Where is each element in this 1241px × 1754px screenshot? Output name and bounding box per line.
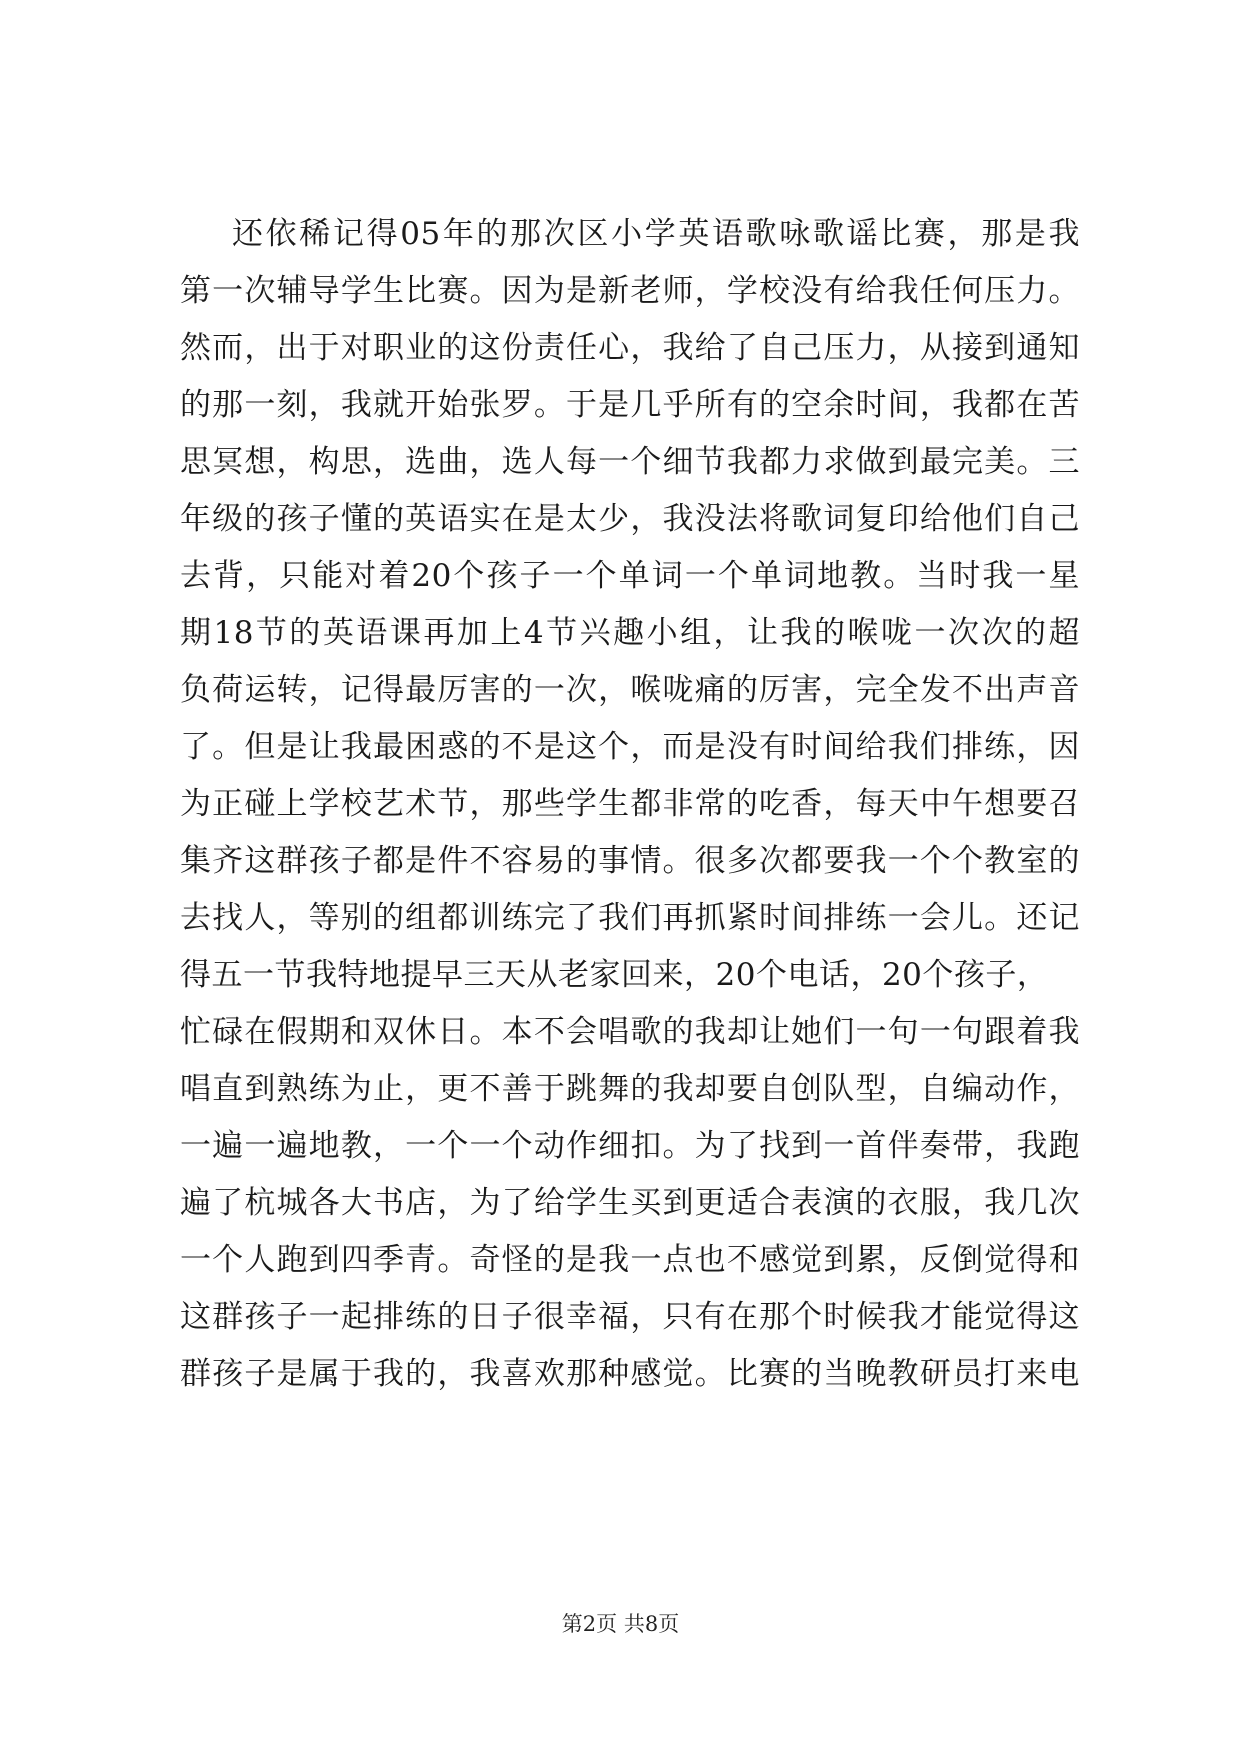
text-line: 得五一节我特地提早三天从老家回来，20个电话，20个孩子， [180, 957, 1049, 993]
page-footer: 第2页 共8页 [561, 1612, 680, 1636]
text-line: 的那一刻，我就开始张罗。于是几乎所有的空余时间，我都在苦 [180, 387, 1080, 423]
text-line: 为正碰上学校艺术节，那些学生都非常的吃香，每天中午想要召 [180, 786, 1080, 822]
body-paragraph [180, 206, 1080, 1403]
text-line: 唱直到熟练为止，更不善于跳舞的我却要自创队型，自编动作， [180, 1071, 1080, 1107]
text-line: 去找人，等别的组都训练完了我们再抓紧时间排练一会儿。还记 [180, 900, 1080, 936]
text-line: 去背，只能对着20个孩子一个单词一个单词地教。当时我一星 [180, 558, 1080, 594]
text-line: 忙碌在假期和双休日。本不会唱歌的我却让她们一句一句跟着我 [180, 1014, 1080, 1050]
text-line: 遍了杭城各大书店，为了给学生买到更适合表演的衣服，我几次 [180, 1185, 1080, 1221]
text-line: 年级的孩子懂的英语实在是太少，我没法将歌词复印给他们自己 [180, 501, 1080, 537]
text-line: 集齐这群孩子都是件不容易的事情。很多次都要我一个个教室的 [180, 843, 1080, 879]
text-line: 第一次辅导学生比赛。因为是新老师，学校没有给我任何压力。 [180, 273, 1080, 309]
text-line: 群孩子是属于我的，我喜欢那种感觉。比赛的当晚教研员打来电 [180, 1356, 1080, 1392]
text-line: 一个人跑到四季青。奇怪的是我一点也不感觉到累，反倒觉得和 [180, 1242, 1080, 1278]
text-line: 还依稀记得05年的那次区小学英语歌咏歌谣比赛，那是我 [232, 216, 1080, 252]
text-line: 然而，出于对职业的这份责任心，我给了自己压力，从接到通知 [180, 330, 1080, 366]
text-line: 这群孩子一起排练的日子很幸福，只有在那个时候我才能觉得这 [180, 1299, 1080, 1335]
text-line: 负荷运转，记得最厉害的一次，喉咙痛的厉害，完全发不出声音 [180, 672, 1080, 708]
text-line: 一遍一遍地教，一个一个动作细扣。为了找到一首伴奏带，我跑 [180, 1128, 1080, 1164]
text-line: 思冥想，构思，选曲，选人每一个细节我都力求做到最完美。三 [180, 444, 1080, 480]
text-line: 了。但是让我最困惑的不是这个，而是没有时间给我们排练，因 [180, 729, 1080, 765]
text-line: 期18节的英语课再加上4节兴趣小组，让我的喉咙一次次的超 [180, 615, 1080, 651]
